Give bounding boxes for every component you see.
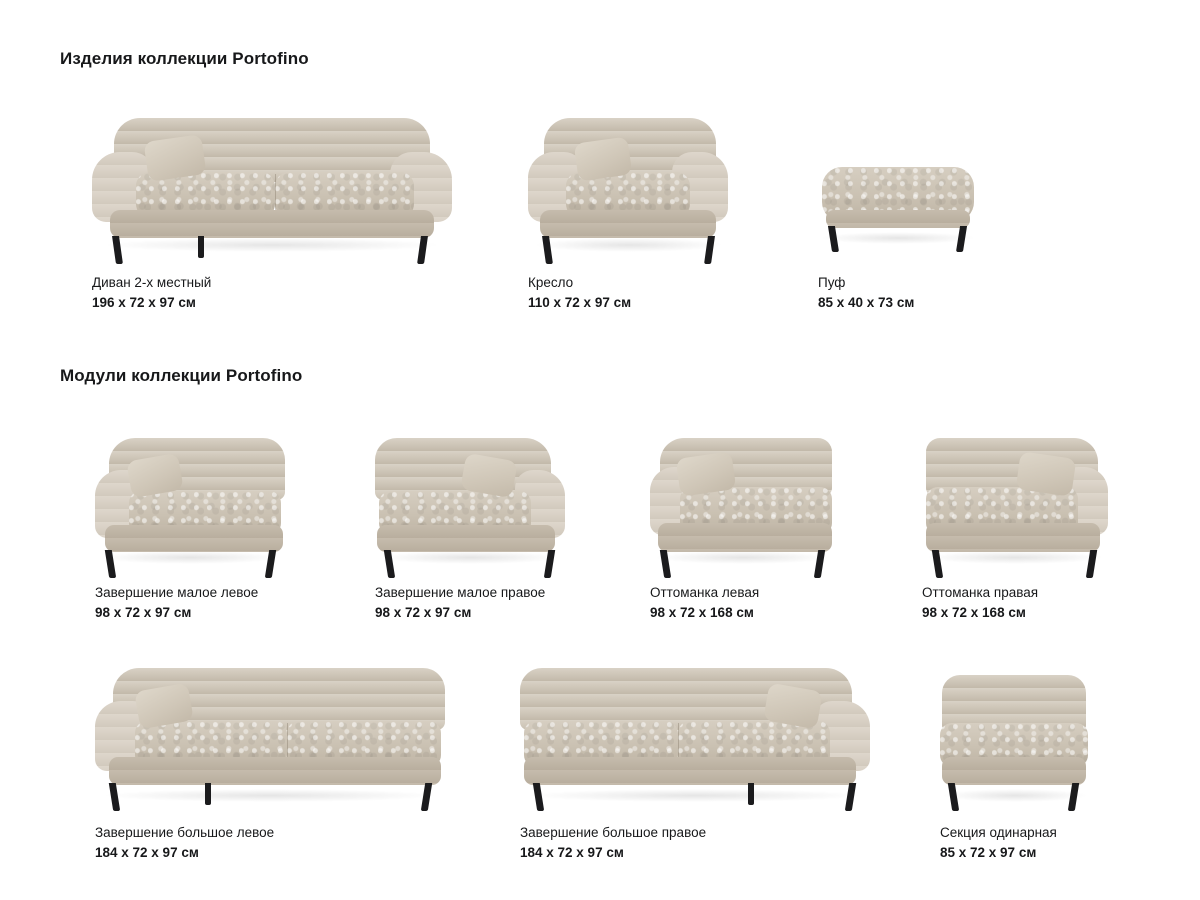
- armchair-icon: [528, 110, 728, 255]
- module-card-ottoman-left: [650, 425, 835, 622]
- module-card-large-left: [95, 655, 445, 862]
- module-name: Оттоманка правая: [922, 585, 1039, 600]
- module-dims: 98 x 72 x 97 см: [375, 605, 472, 620]
- product-name: Кресло: [528, 275, 574, 290]
- product-card-armchair: [528, 110, 728, 312]
- module-card-small-left: [95, 425, 285, 622]
- module-large-left-icon: [95, 655, 445, 805]
- module-card-small-right: [375, 425, 565, 622]
- product-dims: 85 x 40 x 73 см: [818, 295, 915, 310]
- module-name: Оттоманка левая: [650, 585, 760, 600]
- product-card-sofa-two-seat: [92, 110, 452, 312]
- section-title-modules: Модули коллекции Portofino: [60, 366, 303, 385]
- section-single-icon: [940, 655, 1090, 805]
- module-small-right-icon: [375, 425, 565, 565]
- product-name: Диван 2-х местный: [92, 275, 212, 290]
- ottoman-left-icon: [650, 425, 835, 565]
- sofa-two-seat-icon: [92, 110, 452, 255]
- module-name: Завершение малое левое: [95, 585, 259, 600]
- product-dims: 196 x 72 x 97 см: [92, 295, 196, 310]
- module-small-left-icon: [95, 425, 285, 565]
- module-card-large-right: [520, 655, 870, 862]
- ottoman-right-icon: [922, 425, 1107, 565]
- module-dims: 98 x 72 x 97 см: [95, 605, 192, 620]
- module-name: Завершение большое правое: [520, 825, 707, 840]
- module-dims: 85 x 72 x 97 см: [940, 845, 1037, 860]
- section-title-products: Изделия коллекции Portofino: [60, 49, 309, 68]
- product-card-pouf: [818, 110, 978, 312]
- module-dims: 184 x 72 x 97 см: [95, 845, 199, 860]
- product-name: Пуф: [818, 275, 846, 290]
- module-card-ottoman-right: [922, 425, 1107, 622]
- module-dims: 98 x 72 x 168 см: [650, 605, 754, 620]
- module-dims: 184 x 72 x 97 см: [520, 845, 624, 860]
- pouf-icon: [818, 110, 978, 255]
- module-name: Завершение большое левое: [95, 825, 275, 840]
- product-dims: 110 x 72 x 97 см: [528, 295, 632, 310]
- module-large-right-icon: [520, 655, 870, 805]
- module-name: Секция одинарная: [940, 825, 1057, 840]
- module-dims: 98 x 72 x 168 см: [922, 605, 1026, 620]
- module-card-section-single: [940, 655, 1090, 862]
- module-name: Завершение малое правое: [375, 585, 546, 600]
